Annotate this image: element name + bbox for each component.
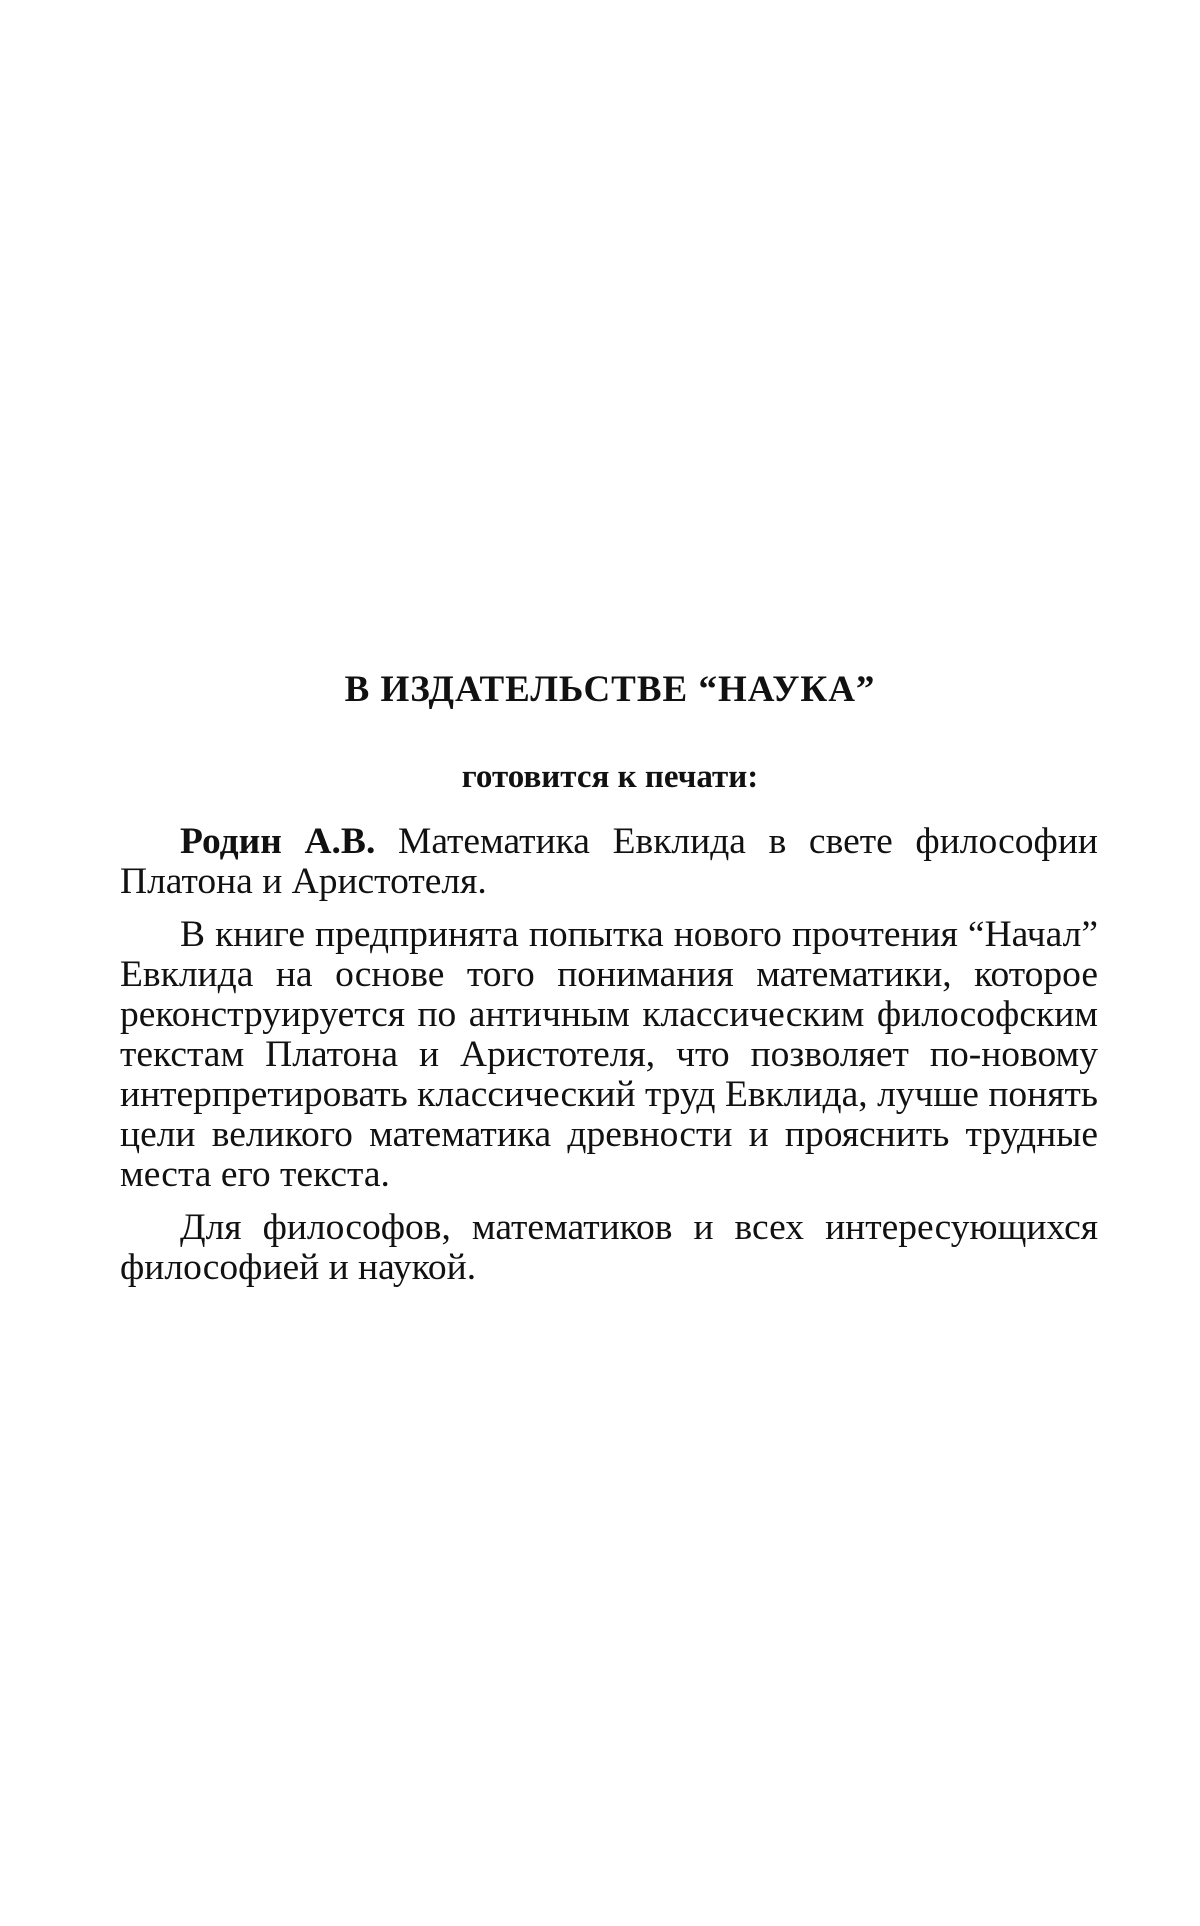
book-title: Математика Евклида в свете философии Платона и Аристотеля. xyxy=(120,821,1098,902)
target-audience: Для философов, математиков и всех интересующихся философией и наукой. xyxy=(120,1207,1098,1288)
publisher-heading: В ИЗДАТЕЛЬСТВЕ “НАУКА” xyxy=(344,669,876,710)
book-description: В книге предпринята попытка нового прочтения “Начал” Евклида на основе того понимания математики, которое реконструируется по античным классическим философским текстам Платона и Аристотеля, что позволяет по-новому интерпретировать классический труд Евклида, лучше понять цели великого математика древности и прояснить трудные места его текста. xyxy=(120,914,1098,1195)
forthcoming-subheading: готовится к печати: xyxy=(461,759,759,795)
book-citation xyxy=(120,822,1098,902)
announcement-body xyxy=(120,822,1098,1301)
book-author: Родин А.В. xyxy=(180,821,376,862)
